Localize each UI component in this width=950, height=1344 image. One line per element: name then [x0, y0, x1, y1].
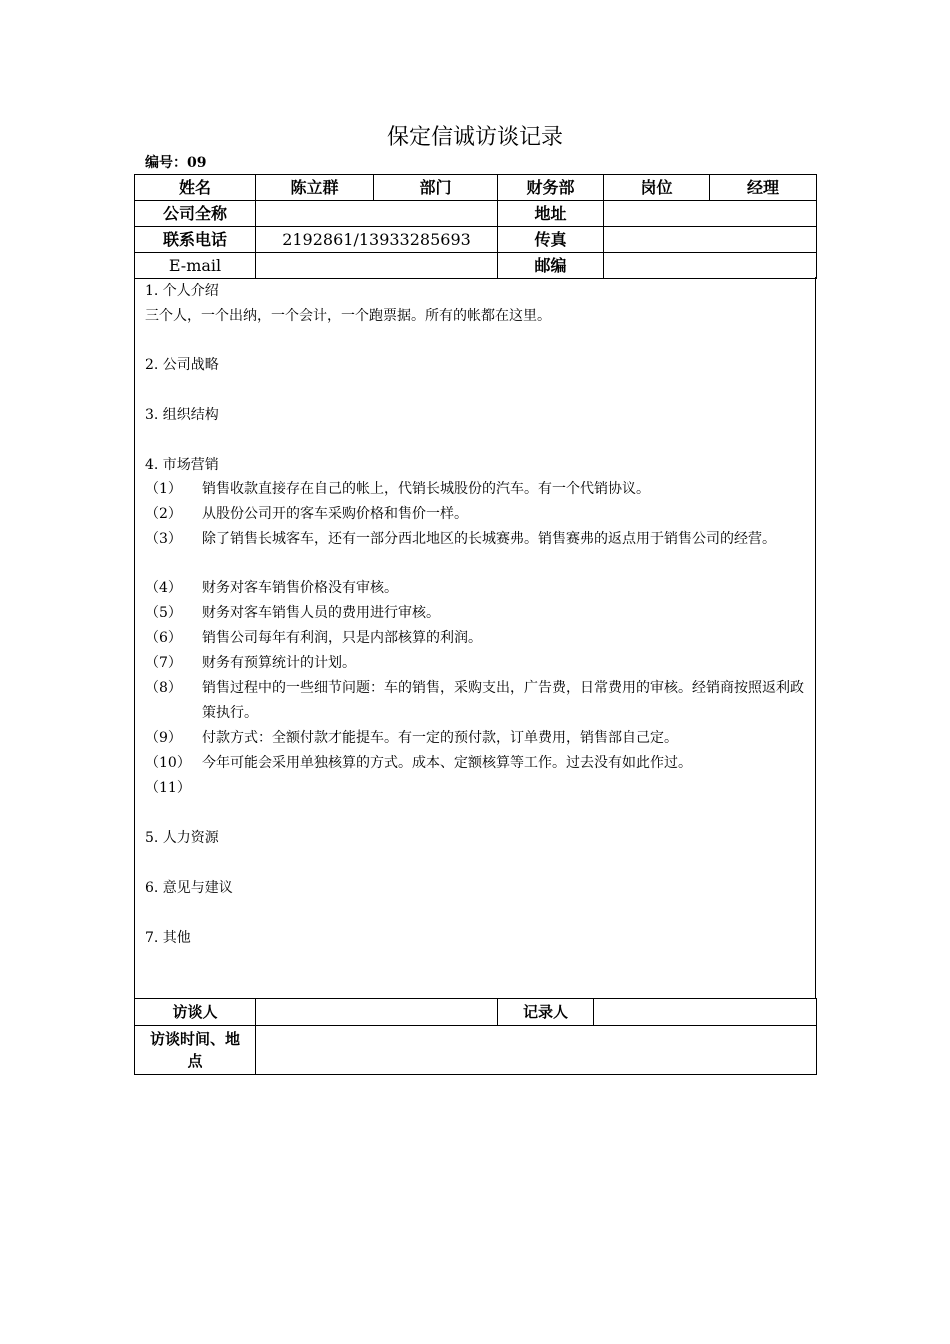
address-label: 地址 — [498, 201, 604, 227]
item-number: （8） — [145, 680, 182, 696]
interview-content — [134, 277, 816, 998]
section-heading: 5. 人力资源 — [145, 830, 219, 846]
list-item — [145, 527, 810, 552]
name-label: 姓名 — [135, 175, 256, 201]
table-row — [135, 1026, 817, 1075]
fax-value — [604, 227, 817, 253]
item-number: （6） — [145, 630, 182, 646]
item-text: 今年可能会采用单独核算的方式。成本、定额核算等工作。过去没有如此作过。 — [202, 755, 692, 771]
position-value: 经理 — [710, 175, 817, 201]
info-table — [134, 174, 817, 279]
company-label: 公司全称 — [135, 201, 256, 227]
item-text: 财务对客车销售价格没有审核。 — [202, 580, 398, 596]
recorder-value — [594, 999, 817, 1026]
footer-table — [134, 998, 817, 1075]
dept-value: 财务部 — [498, 175, 604, 201]
table-row — [135, 999, 817, 1026]
section-text: 三个人，一个出纳，一个会计，一个跑票据。所有的帐都在这里。 — [145, 308, 551, 324]
table-row — [135, 227, 817, 253]
list-item — [145, 751, 810, 776]
section-heading: 7. 其他 — [145, 930, 191, 946]
item-number: （1） — [145, 481, 182, 497]
time-place-label: 访谈时间、地点 — [135, 1026, 256, 1075]
section-heading: 6. 意见与建议 — [145, 880, 233, 896]
time-place-value — [256, 1026, 817, 1075]
page-title: 保定信诚访谈记录 — [386, 125, 563, 150]
section-heading: 3. 组织结构 — [145, 407, 219, 423]
postcode-value — [604, 253, 817, 279]
section-heading: 4. 市场营销 — [145, 457, 219, 473]
interviewer-label: 访谈人 — [135, 999, 256, 1026]
list-item — [145, 676, 810, 726]
table-row — [135, 253, 817, 279]
table-row — [135, 201, 817, 227]
item-number: （11） — [145, 780, 191, 796]
item-text: 销售收款直接存在自己的帐上，代销长城股份的汽车。有一个代销协议。 — [202, 481, 650, 497]
section-heading: 2. 公司战略 — [145, 357, 219, 373]
document-number: 编号：09 — [145, 155, 207, 171]
company-value — [256, 201, 498, 227]
fax-label: 传真 — [498, 227, 604, 253]
item-text: 销售公司每年有利润，只是内部核算的利润。 — [202, 630, 482, 646]
item-text: 财务对客车销售人员的费用进行审核。 — [202, 605, 440, 621]
postcode-label: 邮编 — [498, 253, 604, 279]
list-item — [145, 576, 810, 601]
item-number: （9） — [145, 730, 182, 746]
item-number: （4） — [145, 580, 182, 596]
item-text: 销售过程中的一些细节问题：车的销售，采购支出，广告费，日常费用的审核。经销商按照返利政策执行。 — [202, 680, 804, 721]
dept-label: 部门 — [374, 175, 498, 201]
item-text: 除了销售长城客车，还有一部分西北地区的长城赛弗。销售赛弗的返点用于销售公司的经营。 — [202, 531, 776, 547]
list-item — [145, 726, 810, 751]
list-item — [145, 626, 810, 651]
email-label: E-mail — [135, 253, 256, 279]
item-number: （3） — [145, 531, 182, 547]
phone-value: 2192861/13933285693 — [256, 227, 498, 253]
address-value — [604, 201, 817, 227]
name-value: 陈立群 — [256, 175, 374, 201]
interviewer-value — [256, 999, 498, 1026]
item-text: 付款方式：全额付款才能提车。有一定的预付款，订单费用，销售部自己定。 — [202, 730, 678, 746]
item-number: （5） — [145, 605, 182, 621]
recorder-label: 记录人 — [498, 999, 594, 1026]
phone-label: 联系电话 — [135, 227, 256, 253]
list-item — [145, 601, 810, 626]
list-item — [145, 477, 810, 502]
section-heading: 1. 个人介绍 — [145, 283, 219, 299]
email-value — [256, 253, 498, 279]
item-text: 财务有预算统计的计划。 — [202, 655, 356, 671]
item-number: （10） — [145, 755, 191, 771]
list-item — [145, 651, 810, 676]
table-row — [135, 175, 817, 201]
item-number: （2） — [145, 506, 182, 522]
position-label: 岗位 — [604, 175, 710, 201]
item-number: （7） — [145, 655, 182, 671]
item-text: 从股份公司开的客车采购价格和售价一样。 — [202, 506, 468, 522]
list-item — [145, 502, 810, 527]
